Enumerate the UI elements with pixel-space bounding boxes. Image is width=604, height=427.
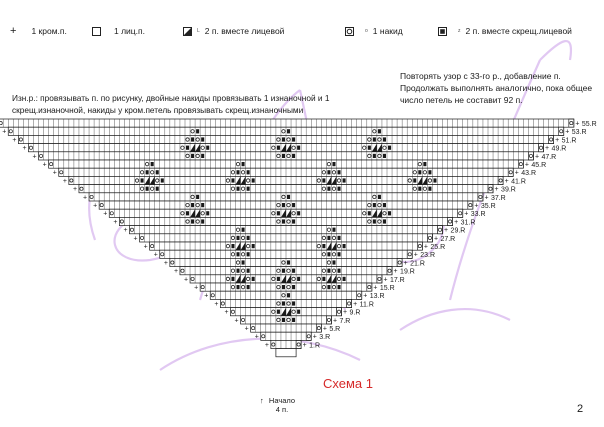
edge-plus: + xyxy=(464,210,469,218)
edge-plus: + xyxy=(474,202,479,210)
k2tog-tbl-mark xyxy=(343,244,346,248)
row-label: 33.R xyxy=(470,211,486,219)
k2tog-tbl-mark xyxy=(252,178,255,182)
k2tog-tbl-mark xyxy=(282,285,285,289)
k2tog-tbl-mark xyxy=(292,154,295,158)
k2tog-tbl-mark xyxy=(231,244,234,248)
edge-plus: + xyxy=(12,136,17,144)
k2tog-tbl-mark xyxy=(418,170,421,174)
k2tog-tbl-mark xyxy=(242,260,245,264)
k2tog-tbl-mark xyxy=(292,219,295,223)
legend-label: 1 лиц.п. xyxy=(114,26,145,36)
k2tog-tbl-mark xyxy=(383,203,386,207)
legend-sub: o xyxy=(365,28,368,34)
k2tog-tbl-mark xyxy=(242,228,245,232)
row-label: 1.R xyxy=(309,342,321,350)
edge-plus: + xyxy=(32,153,37,161)
start-count: 4 п. xyxy=(275,405,289,414)
k2tog-tbl-mark xyxy=(327,170,330,174)
k2tog-tbl-mark xyxy=(247,269,250,273)
k2tog-tbl-mark xyxy=(282,154,285,158)
edge-plus: + xyxy=(2,128,7,136)
scheme-title: Схема 1 xyxy=(323,376,373,391)
k2tog-tbl-mark xyxy=(322,178,325,182)
row-label: 35.R xyxy=(480,203,496,210)
k2tog-tbl-mark xyxy=(338,252,341,256)
k2tog-tbl-mark xyxy=(327,285,330,289)
k2tog-tbl-mark xyxy=(201,203,204,207)
edge-plus: + xyxy=(264,341,269,349)
row-label: 47.R xyxy=(541,153,557,161)
edge-plus: + xyxy=(133,235,138,243)
edge-plus: + xyxy=(93,202,98,210)
k2tog-tbl-mark xyxy=(383,137,386,141)
start-block xyxy=(276,349,296,357)
k2tog-tbl-mark xyxy=(418,187,421,191)
row-label: 19.R xyxy=(400,268,415,276)
edge-plus: + xyxy=(224,309,229,317)
k2tog-tbl-mark xyxy=(237,187,240,191)
row-label: 31.R xyxy=(460,219,476,227)
row-label: 39.R xyxy=(501,186,516,194)
edge-plus: + xyxy=(322,325,327,333)
legend-label: 2 п. вместе лицевой xyxy=(204,26,285,36)
legend-label: 2 п. вместе скрещ.лицевой xyxy=(465,26,572,36)
edge-plus: + xyxy=(484,194,489,202)
edge-plus: + xyxy=(312,333,317,341)
row-label: 15.R xyxy=(379,285,395,292)
k2tog-tbl-mark xyxy=(277,211,280,215)
edge-plus: + xyxy=(83,194,88,202)
edge-plus: + xyxy=(494,186,499,194)
row-label: 5.R xyxy=(329,326,341,333)
k2tog-tbl-mark xyxy=(332,162,335,166)
row-label: 27.R xyxy=(440,235,456,243)
k2tog-tbl-mark xyxy=(292,285,295,289)
k2tog-tbl-mark xyxy=(247,252,250,256)
row-label: 13.R xyxy=(369,293,385,301)
k2tog-tbl-mark xyxy=(388,146,391,150)
repeat-note: Повторять узор с 33-го р., добавление п. Продолжать выполнять аналогично, пока общее число петель не составит 92 п. xyxy=(400,71,593,105)
k2tog-tbl-mark xyxy=(338,285,341,289)
k2tog-tbl-mark xyxy=(201,154,204,158)
k2tog-tbl-mark xyxy=(332,260,335,264)
k2tog-tbl-mark xyxy=(327,187,330,191)
edge-plus: + xyxy=(153,251,158,259)
edge-plus: + xyxy=(565,128,570,136)
edge-plus: + xyxy=(163,259,168,267)
edge-plus: + xyxy=(444,227,449,235)
edge-plus: + xyxy=(534,153,540,161)
k2tog-tbl-mark xyxy=(231,178,234,182)
k2tog-tbl-mark xyxy=(373,154,376,158)
k2tog-tbl-mark xyxy=(373,203,376,207)
start-text: Начало xyxy=(268,396,296,405)
k2tog-tbl-mark xyxy=(338,187,341,191)
row-label: 11.R xyxy=(359,301,374,309)
legend-sub: L xyxy=(197,28,200,34)
page-number: 2 xyxy=(577,403,584,415)
k2tog-tbl-mark xyxy=(196,195,199,199)
k2tog-tbl-mark xyxy=(156,187,159,191)
row-label: 9.R xyxy=(349,309,361,317)
edge-plus: + xyxy=(433,235,439,243)
row-label: 29.R xyxy=(450,227,466,235)
k2tog-tbl-mark xyxy=(332,228,335,232)
k2tog-tbl-mark xyxy=(287,195,290,199)
edge-plus: + xyxy=(343,309,348,317)
k2tog-tbl-mark xyxy=(287,129,290,133)
k2tog-tbl-mark xyxy=(151,162,154,166)
row-label: 49.R xyxy=(551,145,567,153)
k2tog-tbl-mark xyxy=(413,178,416,182)
plus-icon: + xyxy=(10,24,17,37)
k2tog-tbl-mark xyxy=(368,146,371,150)
edge-plus: + xyxy=(244,325,249,333)
row-label: 55.R xyxy=(581,121,597,128)
k2tog-tbl-mark xyxy=(327,252,330,256)
k2tog-tbl-mark xyxy=(378,195,381,199)
k2tog-tbl-mark xyxy=(237,285,240,289)
k2tog-tbl-mark xyxy=(423,162,426,166)
k2tog-tbl-mark xyxy=(252,277,255,281)
k2tog-tbl-mark xyxy=(292,318,295,322)
k2tog-tbl-mark xyxy=(161,178,164,182)
k2tog-tbl-mark xyxy=(282,301,285,305)
k2tog-tbl-mark xyxy=(378,129,381,133)
edge-plus: + xyxy=(52,169,57,177)
row-label: 7.R xyxy=(339,317,351,325)
k2tog-tbl-mark xyxy=(287,260,290,264)
edge-plus: + xyxy=(194,284,199,292)
k2tog-tbl-mark xyxy=(343,178,346,182)
row-label: 37.R xyxy=(490,194,506,202)
k2tog-tbl-mark xyxy=(428,170,431,174)
k2tog-tbl-mark xyxy=(297,310,300,314)
k2tog-tbl-mark xyxy=(201,219,204,223)
edge-plus: + xyxy=(393,268,398,276)
edge-plus: + xyxy=(113,218,118,226)
k2tog-tbl-mark xyxy=(383,154,386,158)
k2tog-tbl-mark xyxy=(388,211,391,215)
k2tog-tbl-mark xyxy=(277,310,280,314)
k2tog-tbl-mark xyxy=(206,146,209,150)
k2tog-tbl-mark xyxy=(237,252,240,256)
purl-row-note: Изн.р.: провязывать п. по рисунку, двойные накиды провязывать 1 изнаночной и 1 скрещ.изнаночной, накиды у кром.петель провязывать скрещ.изнаночными xyxy=(12,93,330,115)
edge-plus: + xyxy=(173,268,179,276)
k2tog-tbl-mark xyxy=(297,211,300,215)
k2tog-tbl-mark xyxy=(322,244,325,248)
k2tog-tbl-mark xyxy=(292,269,295,273)
legend-sub: z xyxy=(458,28,461,34)
edge-plus: + xyxy=(103,210,108,218)
edge-plus: + xyxy=(383,276,388,284)
k2tog-tbl-mark xyxy=(373,219,376,223)
k2tog-tbl-mark xyxy=(292,137,295,141)
k2tog-tbl-mark xyxy=(297,277,300,281)
edge-plus: + xyxy=(524,161,529,169)
legend-label: 1 накид xyxy=(372,26,403,36)
k2tog-tbl-mark xyxy=(146,187,149,191)
k2tog-tbl-mark xyxy=(191,203,194,207)
k2tog-tbl-mark xyxy=(247,236,250,240)
row-label: 23.R xyxy=(420,252,436,260)
k2tog-tbl-mark xyxy=(327,236,330,240)
k2tog-tbl-mark xyxy=(282,219,285,223)
row-label: 21.R xyxy=(410,260,425,268)
edge-plus: + xyxy=(123,227,128,235)
edge-plus: + xyxy=(143,243,148,251)
k2tog-tbl-mark xyxy=(338,170,341,174)
row-label: 25.R xyxy=(430,244,446,251)
row-label: 17.R xyxy=(389,276,405,284)
k2tog-tbl-mark xyxy=(287,293,290,297)
row-label: 45.R xyxy=(531,162,547,169)
k2tog-tbl-mark xyxy=(433,178,436,182)
k2tog-tbl-mark xyxy=(277,146,280,150)
k2tog-tbl-mark xyxy=(368,211,371,215)
k2tog-tbl-mark xyxy=(186,211,189,215)
k2tog-tbl-mark xyxy=(322,277,325,281)
row-label: 53.R xyxy=(571,129,587,137)
edge-plus: + xyxy=(504,177,509,185)
edge-plus: + xyxy=(42,161,47,169)
row-label: 51.R xyxy=(561,137,577,145)
k2tog-tbl-mark xyxy=(191,219,194,223)
edge-plus: + xyxy=(22,145,27,153)
edge-plus: + xyxy=(545,145,550,153)
k2tog-tbl-mark xyxy=(237,269,240,273)
row-label: 41.R xyxy=(511,178,526,186)
row-label: 3.R xyxy=(319,334,331,342)
edge-plus: + xyxy=(373,284,378,292)
k2tog-tbl-mark xyxy=(196,129,199,133)
k2tog-tbl-mark xyxy=(428,187,431,191)
edge-plus: + xyxy=(413,251,418,259)
up-arrow-icon: ↑ xyxy=(260,396,264,405)
k2tog-tbl-mark xyxy=(282,269,285,273)
k2tog-tbl-mark xyxy=(338,269,341,273)
chart-row xyxy=(0,119,574,127)
k2tog-tbl-mark xyxy=(252,244,255,248)
edge-plus: + xyxy=(353,300,358,308)
k2tog-tbl-mark xyxy=(247,285,250,289)
edge-plus: + xyxy=(204,292,209,300)
k2tog-tbl-mark xyxy=(282,203,285,207)
k2tog-tbl-mark xyxy=(343,277,346,281)
edge-plus: + xyxy=(184,276,189,284)
edge-plus: + xyxy=(72,186,78,194)
edge-plus: + xyxy=(332,317,338,325)
edge-plus: + xyxy=(454,218,459,226)
k2tog-tbl-mark xyxy=(242,162,245,166)
k2tog-tbl-mark xyxy=(373,137,376,141)
k2tog-tbl-mark xyxy=(201,137,204,141)
row-label: 43.R xyxy=(521,170,537,178)
k2tog-tbl-mark xyxy=(282,137,285,141)
k2tog-tbl-mark xyxy=(327,269,330,273)
edge-plus: + xyxy=(254,333,259,341)
k2tog-tbl-mark xyxy=(277,277,280,281)
k2tog-tbl-mark xyxy=(383,219,386,223)
k2tog-tbl-mark xyxy=(141,178,144,182)
edge-plus: + xyxy=(62,177,67,185)
edge-plus: + xyxy=(575,120,580,128)
edge-plus: + xyxy=(403,259,408,267)
edge-plus: + xyxy=(514,169,519,177)
k2tog-tbl-mark xyxy=(231,277,234,281)
k2tog-tbl-mark xyxy=(292,203,295,207)
legend-label: 1 кром.п. xyxy=(31,26,67,36)
edge-plus: + xyxy=(555,136,560,144)
edge-plus: + xyxy=(363,292,368,300)
k2tog-tbl-mark xyxy=(237,236,240,240)
k2tog-tbl-mark xyxy=(191,137,194,141)
k2tog-tbl-mark xyxy=(292,301,295,305)
edge-plus: + xyxy=(214,300,219,308)
k2tog-tbl-mark xyxy=(146,170,149,174)
k2tog-tbl-mark xyxy=(186,146,189,150)
k2tog-tbl-mark xyxy=(247,170,250,174)
k2tog-tbl-mark xyxy=(156,170,159,174)
edge-plus: + xyxy=(234,317,239,325)
k2tog-tbl-mark xyxy=(191,154,194,158)
k2tog-tbl-mark xyxy=(297,146,300,150)
start-label xyxy=(262,396,302,414)
k2tog-tbl-mark xyxy=(282,318,285,322)
k2tog-tbl-mark xyxy=(206,211,209,215)
k2tog-tbl-mark xyxy=(338,236,341,240)
k2tog-tbl-mark xyxy=(247,187,250,191)
edge-plus: + xyxy=(302,341,307,349)
edge-plus: + xyxy=(423,243,428,251)
k2tog-tbl-mark xyxy=(237,170,240,174)
